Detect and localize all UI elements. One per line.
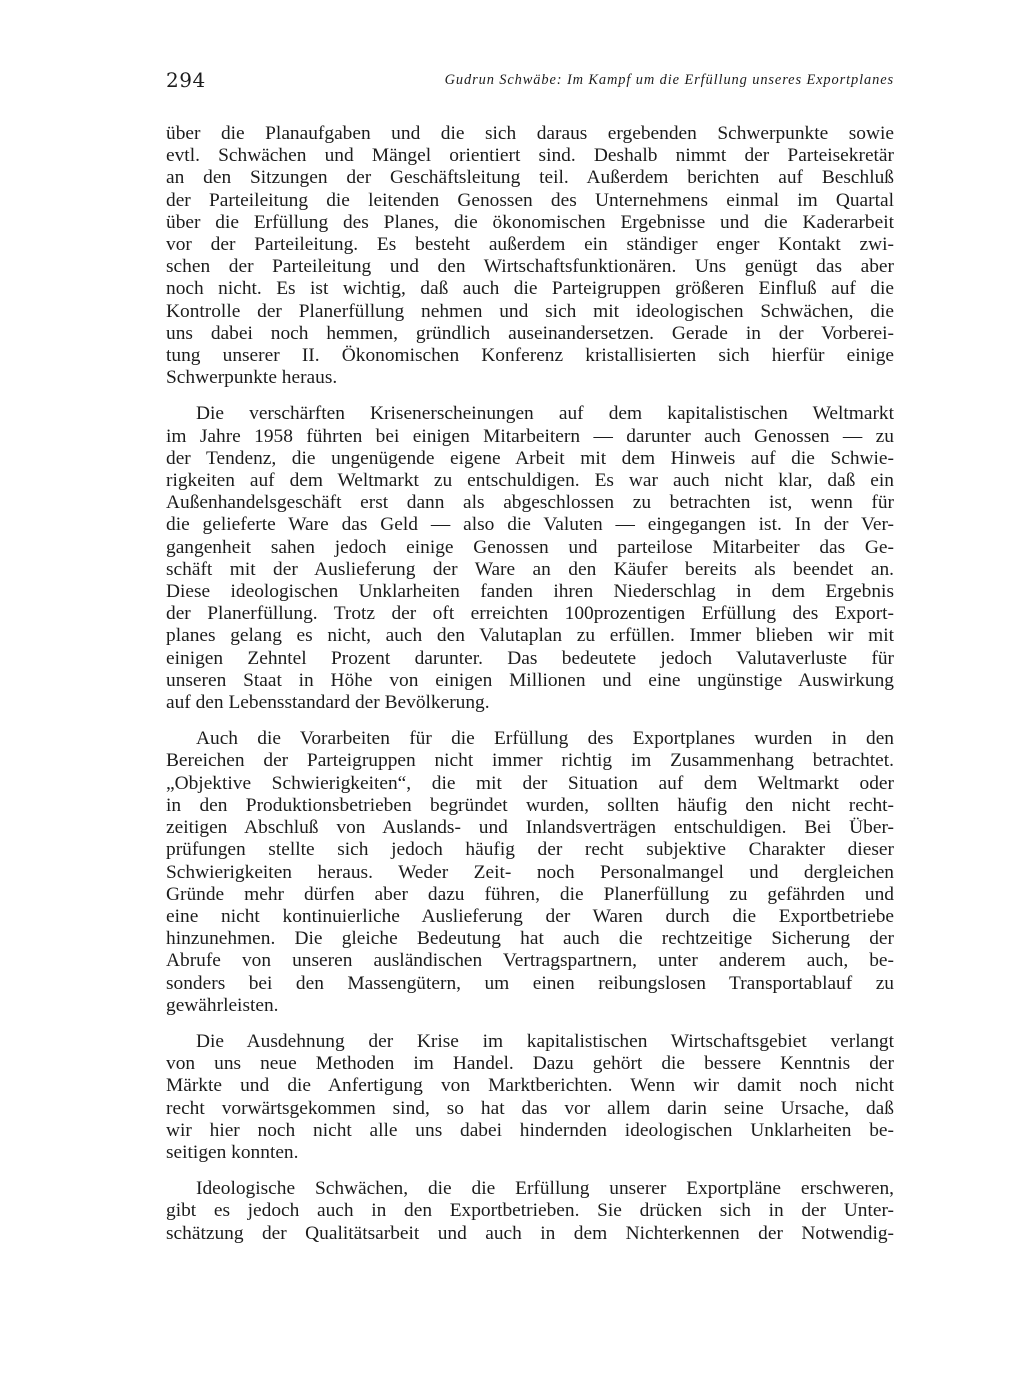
text-line: gibt es jedoch auch in den Exportbetrieben. Sie drücken sich in der Unter- [166, 1200, 894, 1222]
text-line: zeitigen Abschluß von Auslands- und Inlandsverträgen entschuldigen. Bei Über- [166, 817, 894, 839]
paragraph [166, 728, 894, 1017]
text-line: Außenhandelsgeschäft erst dann als abgeschlossen zu betrachten ist, wenn für [166, 492, 894, 514]
text-line: auf den Lebensstandard der Bevölkerung. [166, 692, 490, 714]
paragraph [166, 123, 894, 389]
text-line: der Parteileitung die leitenden Genossen des Unternehmens einmal im Quartal [166, 189, 894, 211]
text-line: im Jahre 1958 führten bei einigen Mitarbeitern — darunter auch Genossen — zu [166, 425, 894, 447]
text-line: vor der Parteileitung. Es besteht außerdem ein ständiger enger Kontakt zwi- [166, 234, 894, 256]
text-line: Ideologische Schwächen, die die Erfüllung unserer Exportpläne erschweren, [196, 1178, 894, 1200]
text-line: Abrufe von unseren ausländischen Vertragspartnern, unter anderem auch, be- [166, 950, 894, 972]
running-title: Gudrun Schwäbe: Im Kampf um die Erfüllung unseres Exportplanes [444, 72, 894, 88]
paragraph [166, 1178, 894, 1245]
text-line: schäft mit der Auslieferung der Ware an den Käufer bereits als beendet an. [166, 558, 894, 580]
text-line: Diese ideologischen Unklarheiten fanden ihren Niederschlag in dem Ergebnis [166, 581, 894, 603]
text-line: eine nicht kontinuierliche Auslieferung der Waren durch die Exportbetriebe [166, 905, 894, 927]
text-line: rigkeiten auf dem Weltmarkt zu entschuldigen. Es war auch nicht klar, daß ein [166, 470, 894, 492]
text-line: in den Produktionsbetrieben begründet wurden, sollten häufig den nicht recht- [166, 794, 894, 816]
text-line: Die Ausdehnung der Krise im kapitalistischen Wirtschaftsgebiet verlangt [196, 1030, 894, 1052]
text-line: gangenheit sahen jedoch einige Genossen und parteilose Mitarbeiter das Ge- [166, 536, 894, 558]
paragraph [166, 1031, 894, 1164]
body-text [166, 123, 894, 1259]
text-line: über die Erfüllung des Planes, die ökonomischen Ergebnisse und die Kaderarbeit [166, 211, 894, 233]
text-line: schen der Parteileitung und den Wirtschaftsfunktionären. Uns genügt das aber [166, 256, 894, 278]
text-line: unseren Staat in Höhe von einigen Millionen und eine ungünstige Auswirkung [166, 669, 894, 691]
text-line: evtl. Schwächen und Mängel orientiert sind. Deshalb nimmt der Parteisekretär [166, 145, 894, 167]
text-line: einigen Zehntel Prozent darunter. Das bedeutete jedoch Valutaverluste für [166, 647, 894, 669]
text-line: wir hier noch nicht alle uns dabei hindernden ideologischen Unklarheiten be- [166, 1119, 894, 1141]
text-line: Schwierigkeiten heraus. Weder Zeit- noch Personalmangel und dergleichen [166, 861, 894, 883]
text-line: seitigen konnten. [166, 1141, 299, 1163]
text-line: der Planerfüllung. Trotz der oft erreichten 100prozentigen Erfüllung des Export- [166, 603, 894, 625]
text-line: Die verschärften Krisenerscheinungen auf dem kapitalistischen Weltmarkt [196, 403, 894, 425]
text-line: von uns neue Methoden im Handel. Dazu gehört die bessere Kenntnis der [166, 1053, 894, 1075]
text-line: Gründe mehr dürfen aber dazu führen, die Planerfüllung zu gefährden und [166, 883, 894, 905]
text-line: über die Planaufgaben und die sich daraus ergebenden Schwerpunkte sowie [166, 123, 894, 144]
text-line: der Tendenz, die ungenügende eigene Arbeit mit dem Hinweis auf die Schwie- [166, 447, 894, 469]
running-head [166, 68, 894, 96]
text-line: tung unserer II. Ökonomischen Konferenz kristallisierten sich hierfür einige [166, 345, 894, 367]
text-line: recht vorwärtsgekommen sind, so hat das vor allem darin seine Ursache, daß [166, 1097, 894, 1119]
page-number: 294 [166, 68, 206, 92]
text-line: gewährleisten. [166, 994, 279, 1016]
text-line: an den Sitzungen der Geschäftsleitung teil. Außerdem berichten auf Beschluß [166, 167, 894, 189]
text-line: hinzunehmen. Die gleiche Bedeutung hat auch die rechtzeitige Sicherung der [166, 928, 894, 950]
text-line: schätzung der Qualitätsarbeit und auch in dem Nichterkennen der Notwendig- [166, 1222, 894, 1244]
text-line: Auch die Vorarbeiten für die Erfüllung des Exportplanes wurden in den [196, 728, 894, 750]
text-line: prüfungen stellte sich jedoch häufig der recht subjektive Charakter dieser [166, 839, 894, 861]
text-line: „Objektive Schwierigkeiten“, die mit der Situation auf dem Weltmarkt oder [166, 772, 894, 794]
text-line: die gelieferte Ware das Geld — also die Valuten — eingegangen ist. In der Ver- [166, 514, 894, 536]
text-line: planes gelang es nicht, auch den Valutaplan zu erfüllen. Immer blieben wir mit [166, 625, 894, 647]
text-line: Schwerpunkte heraus. [166, 367, 338, 389]
text-line: uns dabei noch hemmen, gründlich auseinandersetzen. Gerade in der Vorberei- [166, 322, 894, 344]
paragraph [166, 403, 894, 714]
text-line: noch nicht. Es ist wichtig, daß auch die Parteigruppen größeren Einfluß auf die [166, 278, 894, 300]
text-line: Kontrolle der Planerfüllung nehmen und sich mit ideologischen Schwächen, die [166, 300, 894, 322]
text-line: Bereichen der Parteigruppen nicht immer richtig im Zusammenhang betrachtet. [166, 750, 894, 772]
text-line: Märkte und die Anfertigung von Marktberichten. Wenn wir damit noch nicht [166, 1075, 894, 1097]
text-line: sonders bei den Massengütern, um einen reibungslosen Transportablauf zu [166, 972, 894, 994]
